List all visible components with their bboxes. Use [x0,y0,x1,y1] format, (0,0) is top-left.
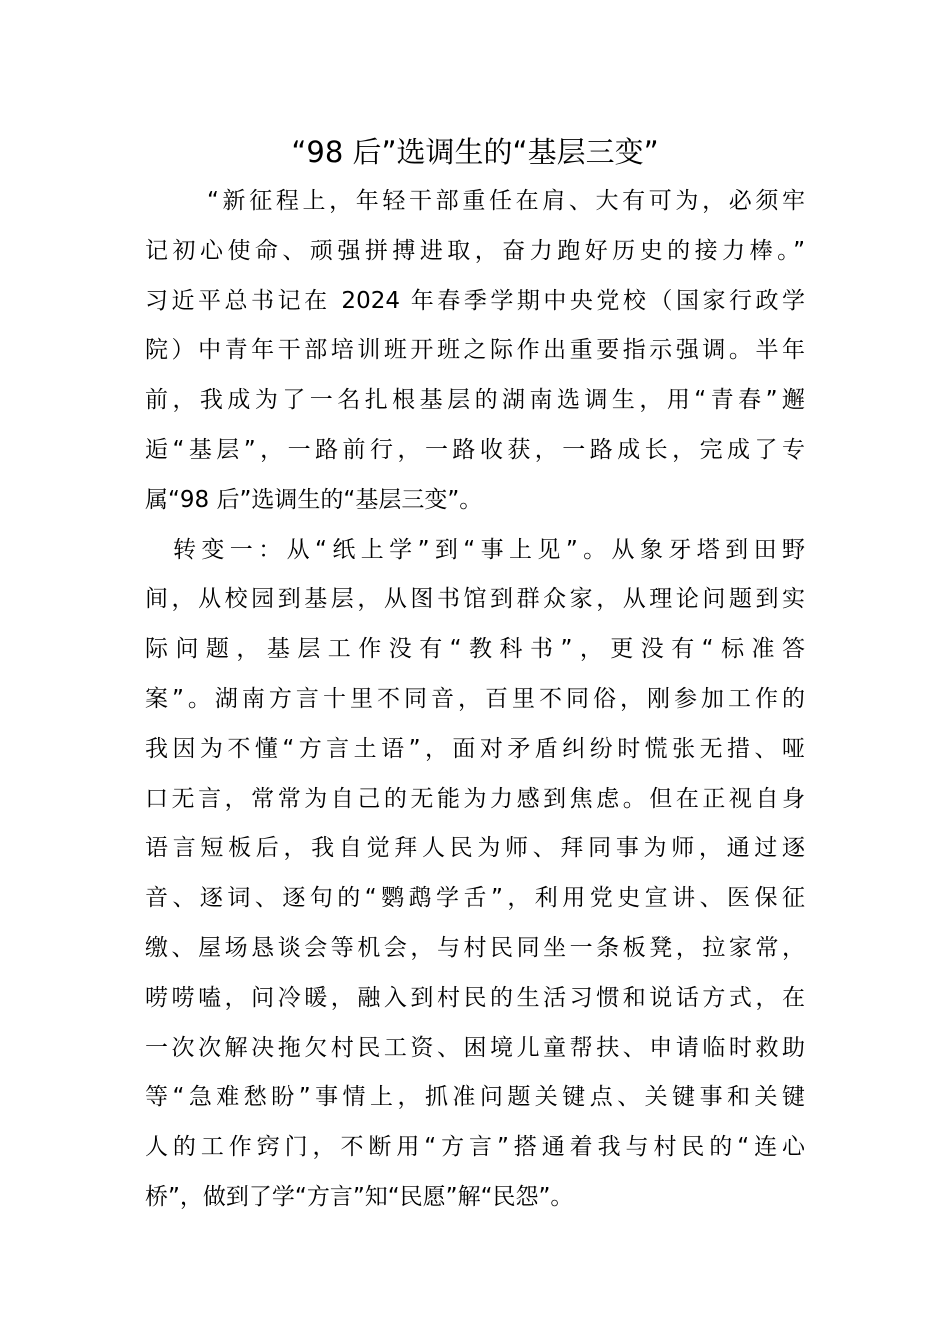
paragraph-line: 缴、屋场恳谈会等机会，与村民同坐一条板凳，拉家常， [145,934,805,961]
paragraph-line: 院）中青年干部培训班开班之际作出重要指示强调。半年 [145,337,805,364]
paragraph-line: 案”。湖南方言十里不同音，百里不同俗，刚参加工作的 [145,685,805,712]
paragraph-line: 习近平总书记在 2024 年春季学期中央党校（国家行政学 [145,287,805,314]
paragraph-intro [145,177,805,526]
paragraph-change-one [145,526,805,1223]
paragraph-line: 人的工作窍门，不断用“方言”搭通着我与村民的“连心 [145,1134,805,1161]
paragraph-line: 我因为不懂“方言土语”，面对矛盾纠纷时慌张无措、哑 [145,735,805,762]
paragraph-line: 音、逐词、逐句的“鹦鹉学舌”，利用党史宣讲、医保征 [145,885,805,912]
paragraph-line: 一次次解决拖欠村民工资、困境儿童帮扶、申请临时救助 [145,1034,805,1061]
paragraph-line: 唠唠嗑，问冷暖，融入到村民的生活习惯和说话方式，在 [145,984,805,1011]
paragraph-line: 记初心使命、顽强拼搏进取，奋力跑好历史的接力棒。” [145,237,805,264]
paragraph-line: 逅“基层”，一路前行，一路收获，一路成长，完成了专 [145,436,805,463]
paragraph-line: 等“急难愁盼”事情上，抓准问题关键点、关键事和关键 [145,1084,805,1111]
paragraph-line: 属“98 后”选调生的“基层三变”。 [145,486,483,513]
document-body [145,177,805,1223]
paragraph-line: “新征程上，年轻干部重任在肩、大有可为，必须牢 [207,188,805,214]
paragraph-line: 转变一：从“纸上学”到“事上见”。从象牙塔到田野 [173,536,805,563]
paragraph-line: 桥”，做到了学“方言”知“民愿”解“民怨”。 [145,1183,574,1210]
paragraph-line: 前，我成为了一名扎根基层的湖南选调生，用“青春”邂 [145,387,805,414]
paragraph-line: 语言短板后，我自觉拜人民为师、拜同事为师，通过逐 [145,835,805,862]
paragraph-line: 际问题，基层工作没有“教科书”，更没有“标准答 [145,636,805,663]
document-title: “98 后”选调生的“基层三变” [291,135,659,169]
paragraph-line: 间，从校园到基层，从图书馆到群众家，从理论问题到实 [145,586,805,613]
paragraph-line: 口无言，常常为自己的无能为力感到焦虑。但在正视自身 [145,785,805,812]
